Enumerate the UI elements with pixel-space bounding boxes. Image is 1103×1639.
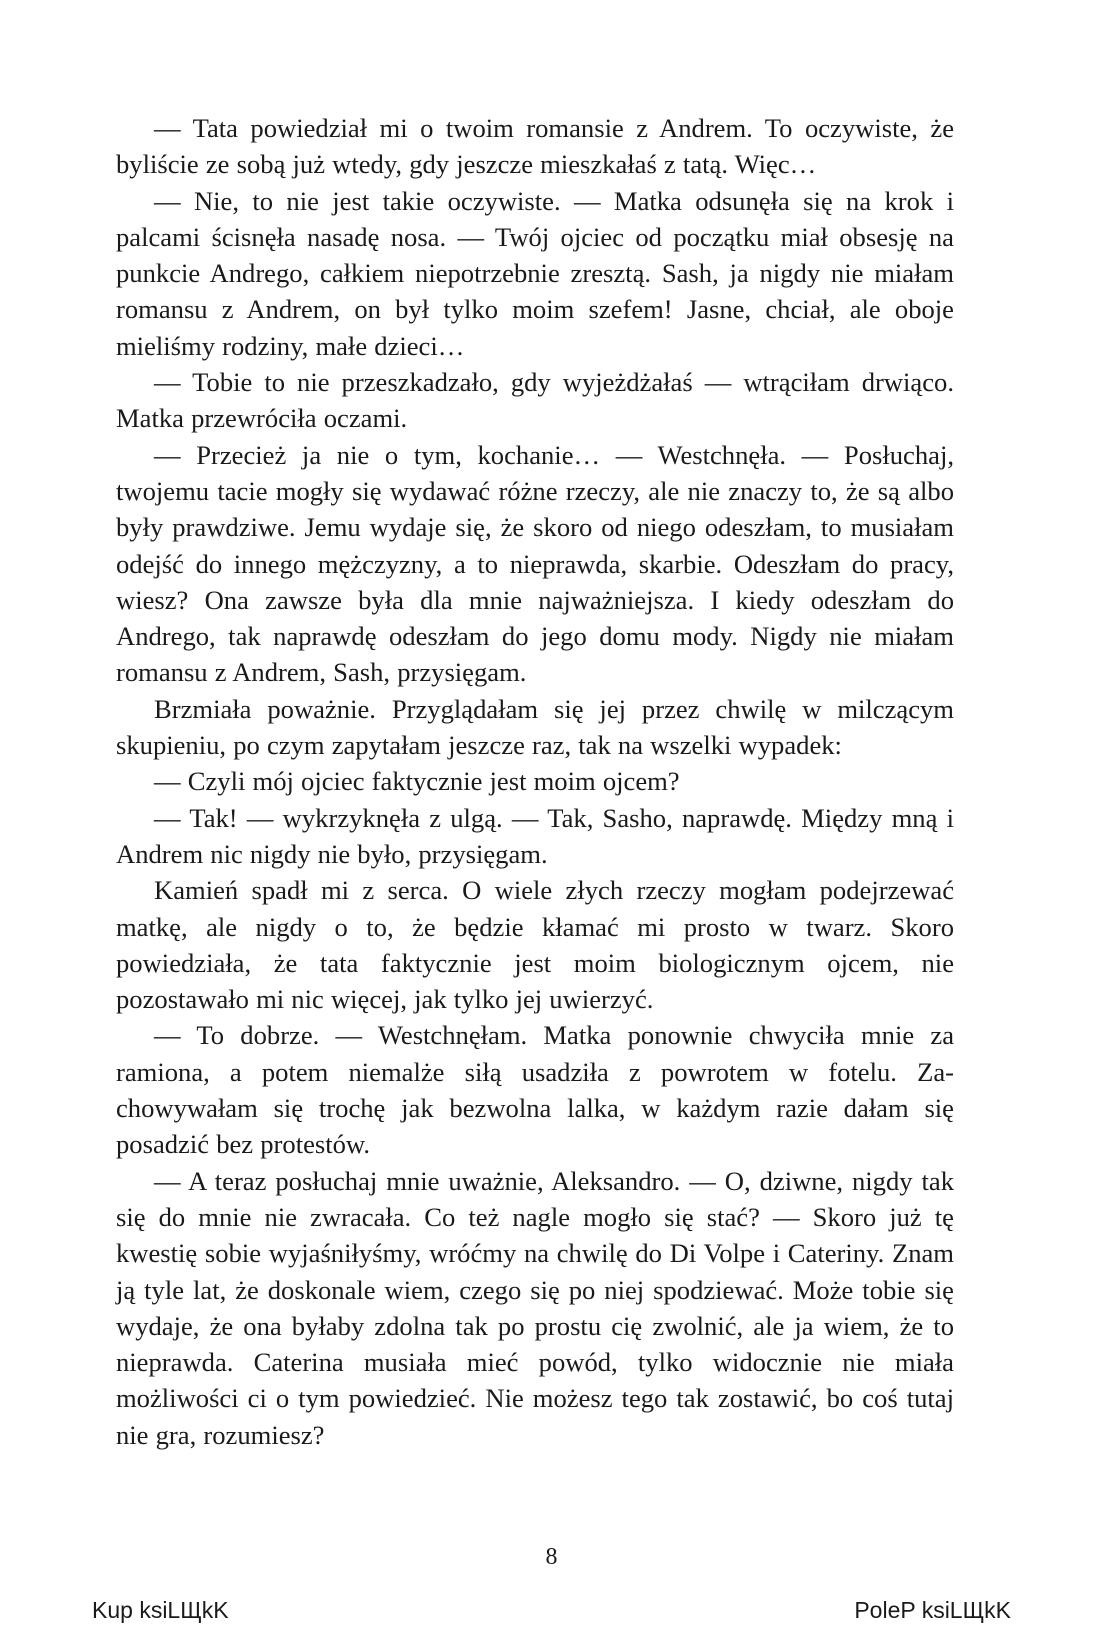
page-number: 8 [545,1544,558,1570]
paragraph: — Czyli mój ojciec faktycznie jest moim ojcem? [154,766,680,797]
paragraph: — Przecież ja nie o tym, kochanie… — Westchnęła. — Posłuchaj, twojemu tacie mogły się wydawać różne rzeczy, ale nie znaczy to, że są albo były prawdziwe. Jemu wydaje się, że skoro od niego odeszłam, to musiałam odejść do innego mężczyzny, a to nieprawda, skarbie. Odeszłam do pracy, wiesz? Ona zawsze była dla mnie najważniejsza. I kiedy odeszłam do Andrego, tak naprawdę odeszłam do jego domu mody. Nigdy nie miałam romansu z Andrem, Sash, przysięgam. [116,439,954,688]
paragraph: Kamień spadł mi z serca. O wiele złych rzeczy mogłam podejrzewać matkę, ale nigdy o to, że będzie kłamać mi prosto w twarz. Skoro powiedziała, że tata faktycznie jest moim biologicznym ojcem, nie pozostawało mi nic więcej, jak tylko jej uwierzyć. [116,875,954,1015]
paragraph: — Tobie to nie przeszkadzało, gdy wyjeżdżałaś — wtrąciłam drwiąco. Matka przewróciła oczami. [116,367,954,434]
paragraph: — A teraz posłuchaj mnie uważnie, Aleksandro. — O, dziwne, nigdy tak się do mnie nie zwracała. Co też nagle mogło się stać? — Skoro już tę kwestię sobie wyjaśniłyśmy, wróćmy na chwilę do Di Volpe i Cateriny. Znam ją tyle lat, że doskonale wiem, czego się po niej spodziewać. Może tobie się wydaje, że ona byłaby zdolna tak po prostu cię zwolnić, ale ja wiem, że to nieprawda. Caterina musiała mieć powód, tylko widocznie nie miała możliwości ci o tym powiedzieć. Nie możesz tego tak zostawić, bo coś tutaj nie gra, rozumiesz? [116,1165,954,1450]
page-body-text [116,110,954,1453]
paragraph: — To dobrze. — Westchnęłam. Matka ponownie chwyciła mnie za ramiona, a potem niemalże siłą usadziła z powrotem w fotelu. Zachowywałam się trochę jak bezwolna lalka, w każdym razie dałam się posadzić bez protestów. [116,1020,954,1160]
paragraph: Brzmiała poważnie. Przyglądałam się jej przez chwilę w milczącym skupieniu, po czym zapytałam jeszcze raz, tak na wszelki wypadek: [116,693,954,761]
paragraph: — Tata powiedział mi o twoim romansie z Andrem. To oczywiste, że byliście ze sobą już wtedy, gdy jeszcze mieszkałaś z tatą. Więc… [116,113,954,180]
buy-book-link[interactable]: Kup ksiLЩkK [92,1597,229,1623]
recommend-book-link[interactable]: PoleP ksiLЩkK [854,1597,1011,1623]
paragraph: — Tak! — wykrzyknęła z ulgą. — Tak, Sasho, naprawdę. Między mną i Andrem nic nigdy nie było, przysięgam. [116,802,954,869]
paragraph: — Nie, to nie jest takie oczywiste. — Matka odsunęła się na krok i palcami ścisnęła nasadę nosa. — Twój ojciec od początku miał obsesję na punkcie Andrego, całkiem niepotrzebnie zresztą. Sash, ja nigdy nie miałam romansu z Andrem, on był tylko moim szefem! Jasne, chciał, ale oboje mieliśmy rodziny, małe dzieci… [116,185,954,361]
